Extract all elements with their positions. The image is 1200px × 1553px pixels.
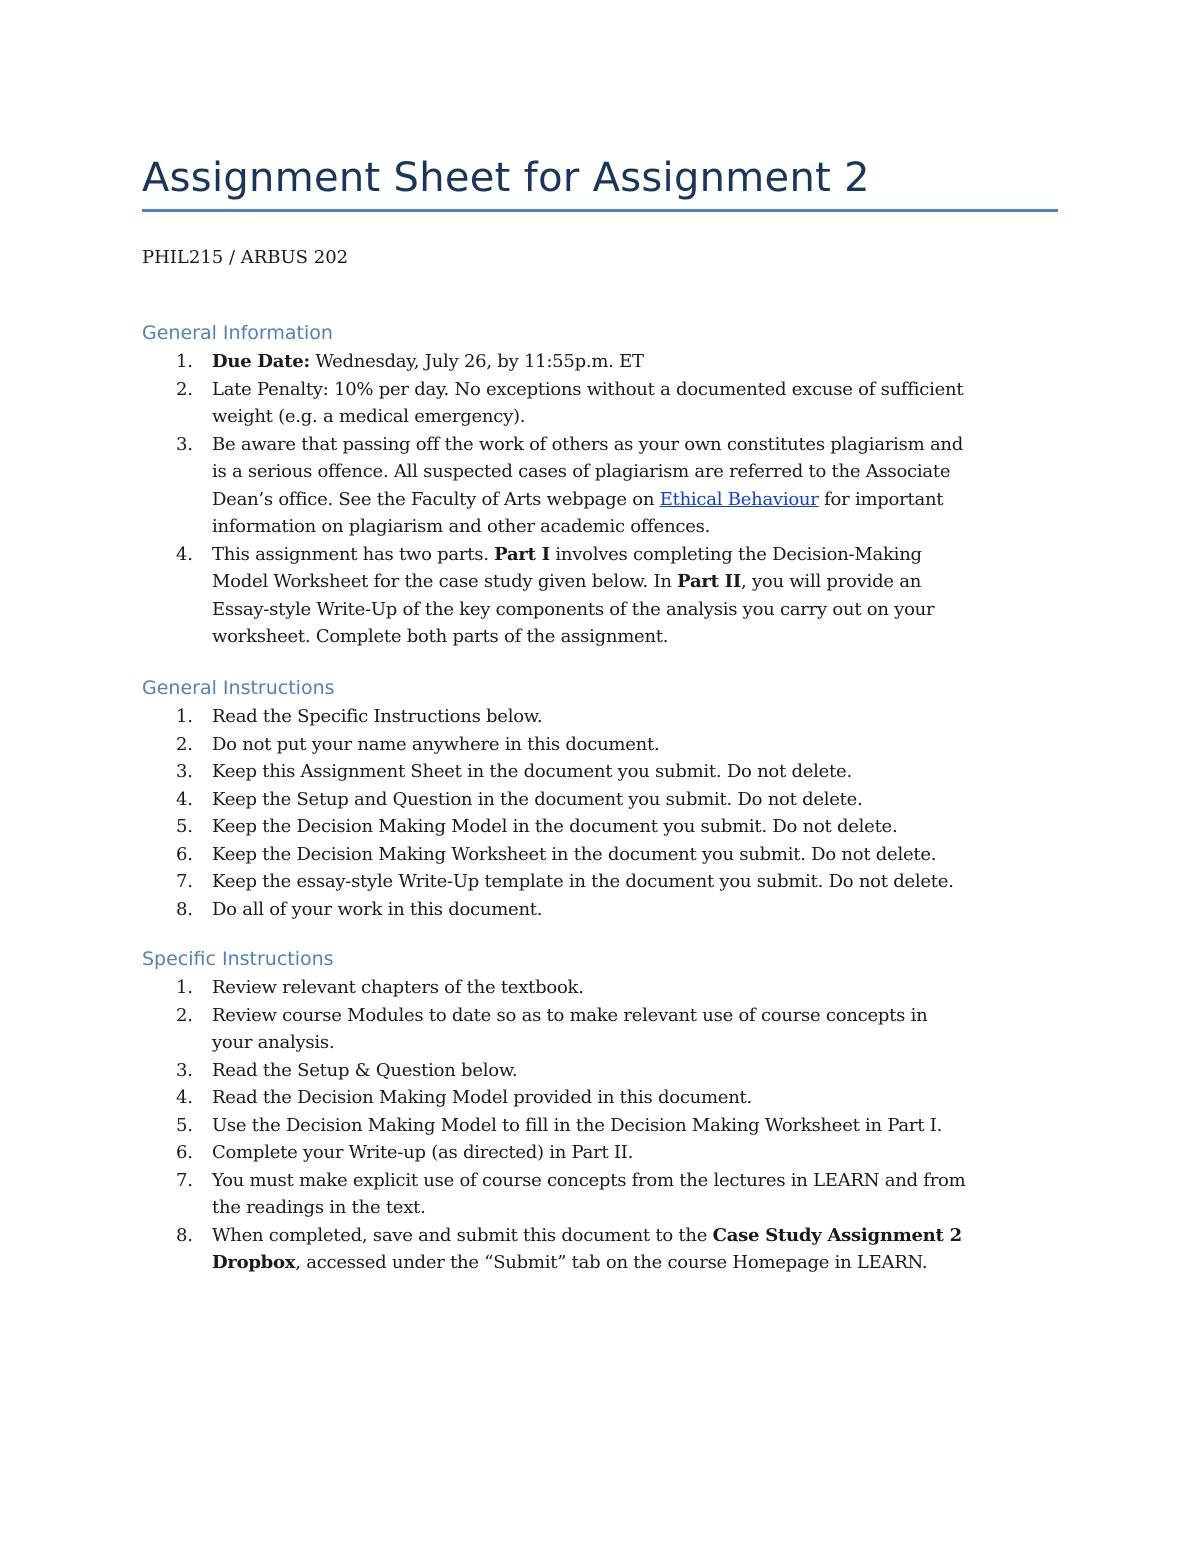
list-item xyxy=(142,1112,1058,1140)
list-number: 4. xyxy=(176,543,193,565)
list-item xyxy=(142,431,1058,541)
list-line: Read the Specific Instructions below. xyxy=(212,706,543,727)
list-number: 6. xyxy=(176,843,193,865)
course-code: PHIL215 / ARBUS 202 xyxy=(142,247,349,268)
list-item xyxy=(142,1222,1058,1277)
specific-instructions-section xyxy=(142,944,1058,1277)
list-item xyxy=(142,1139,1058,1167)
list-number: 8. xyxy=(176,1224,193,1246)
list-item xyxy=(142,1002,1058,1057)
list-text: Model Worksheet for the case study given below. In xyxy=(212,571,678,592)
list-line: information on plagiarism and other academic offences. xyxy=(212,516,711,537)
list-item xyxy=(142,758,1058,786)
list-text: , accessed under the “Submit” tab on the course Homepage in LEARN. xyxy=(295,1252,928,1273)
list-item xyxy=(142,1057,1058,1085)
list-number: 1. xyxy=(176,706,193,727)
list-text: involves completing the Decision-Making xyxy=(549,543,922,565)
list-text: This assignment has two parts. xyxy=(212,543,495,565)
dropbox-name: Case Study Assignment 2 xyxy=(712,1224,962,1246)
list-number: 3. xyxy=(176,761,193,782)
specific-instructions-list xyxy=(142,974,1058,1277)
list-line: Complete your Write-up (as directed) in Part II. xyxy=(212,1142,634,1163)
list-number: 4. xyxy=(176,1087,193,1108)
list-text: , you will provide an xyxy=(741,571,922,592)
list-line xyxy=(212,348,1058,376)
list-line xyxy=(212,486,1058,514)
general-information-section xyxy=(142,318,1058,651)
list-line: Be aware that passing off the work of others as your own constitutes plagiarism and xyxy=(212,433,964,455)
list-line: Do all of your work in this document. xyxy=(212,898,543,920)
general-instructions-list xyxy=(142,703,1058,923)
list-line: Keep the Setup and Question in the document you submit. Do not delete. xyxy=(212,788,863,810)
list-number: 8. xyxy=(176,898,193,920)
specific-instructions-heading: Specific Instructions xyxy=(142,948,334,970)
list-item xyxy=(142,868,1058,896)
page-title: Assignment Sheet for Assignment 2 xyxy=(142,155,870,201)
list-line: is a serious offence. All suspected cases of plagiarism are referred to the Associate xyxy=(212,461,951,482)
dropbox-label: Dropbox xyxy=(212,1252,296,1273)
list-text: When completed, save and submit this document to the xyxy=(212,1224,713,1246)
list-line: weight (e.g. a medical emergency). xyxy=(212,406,526,427)
list-line: Keep the Decision Making Model in the document you submit. Do not delete. xyxy=(212,816,898,837)
list-line: Read the Setup & Question below. xyxy=(212,1059,518,1081)
general-information-list xyxy=(142,348,1058,651)
list-number: 3. xyxy=(176,1059,193,1081)
list-line: your analysis. xyxy=(212,1032,335,1053)
list-item xyxy=(142,541,1058,651)
list-line: Keep this Assignment Sheet in the document you submit. Do not delete. xyxy=(212,761,852,782)
list-line xyxy=(212,1222,1058,1250)
list-line: worksheet. Complete both parts of the assignment. xyxy=(212,626,669,647)
list-number: 5. xyxy=(176,816,193,837)
list-number: 2. xyxy=(176,1004,193,1026)
list-number: 1. xyxy=(176,351,193,372)
list-item xyxy=(142,1167,1058,1222)
list-item xyxy=(142,786,1058,814)
general-instructions-heading: General Instructions xyxy=(142,677,335,699)
ethical-behaviour-link[interactable]: Ethical Behaviour xyxy=(659,488,819,510)
list-number: 2. xyxy=(176,378,193,400)
list-line: You must make explicit use of course concepts from the lectures in LEARN and from xyxy=(212,1169,966,1191)
list-line: the readings in the text. xyxy=(212,1197,426,1218)
list-line: Keep the essay-style Write-Up template in the document you submit. Do not delete. xyxy=(212,871,954,892)
list-line xyxy=(212,1249,1058,1277)
general-instructions-section xyxy=(142,673,1058,923)
general-information-heading: General Information xyxy=(142,322,333,344)
list-item xyxy=(142,841,1058,869)
list-line: Do not put your name anywhere in this document. xyxy=(212,733,660,755)
list-line: Keep the Decision Making Worksheet in the document you submit. Do not delete. xyxy=(212,843,937,865)
list-number: 5. xyxy=(176,1114,193,1136)
list-item xyxy=(142,974,1058,1002)
list-number: 1. xyxy=(176,977,193,998)
list-line: Essay-style Write-Up of the key components of the analysis you carry out on your xyxy=(212,598,935,620)
list-line xyxy=(212,568,1058,596)
title-underline xyxy=(142,209,1058,212)
list-line: Use the Decision Making Model to fill in the Decision Making Worksheet in Part I. xyxy=(212,1114,943,1136)
part-one-label: Part I xyxy=(494,543,550,565)
list-text: Dean’s office. See the Faculty of Arts webpage on xyxy=(212,488,660,510)
list-item xyxy=(142,376,1058,431)
list-number: 7. xyxy=(176,1169,193,1191)
list-item xyxy=(142,813,1058,841)
list-text: for important xyxy=(818,488,944,510)
list-number: 3. xyxy=(176,433,193,455)
list-line: Read the Decision Making Model provided in this document. xyxy=(212,1087,753,1108)
part-two-label: Part II xyxy=(677,571,742,592)
list-number: 2. xyxy=(176,733,193,755)
list-item xyxy=(142,731,1058,759)
list-number: 4. xyxy=(176,788,193,810)
list-line: Review relevant chapters of the textbook. xyxy=(212,977,584,998)
list-number: 7. xyxy=(176,871,193,892)
list-number: 6. xyxy=(176,1142,193,1163)
list-item xyxy=(142,703,1058,731)
list-line xyxy=(212,541,1058,569)
due-date-text: Wednesday, July 26, by 11:55p.m. ET xyxy=(309,351,644,372)
list-line: Review course Modules to date so as to make relevant use of course concepts in xyxy=(212,1004,928,1026)
list-item xyxy=(142,1084,1058,1112)
list-item xyxy=(142,896,1058,924)
list-item xyxy=(142,348,1058,376)
list-line: Late Penalty: 10% per day. No exceptions without a documented excuse of sufficient xyxy=(212,378,964,400)
due-date-label: Due Date: xyxy=(212,351,310,372)
